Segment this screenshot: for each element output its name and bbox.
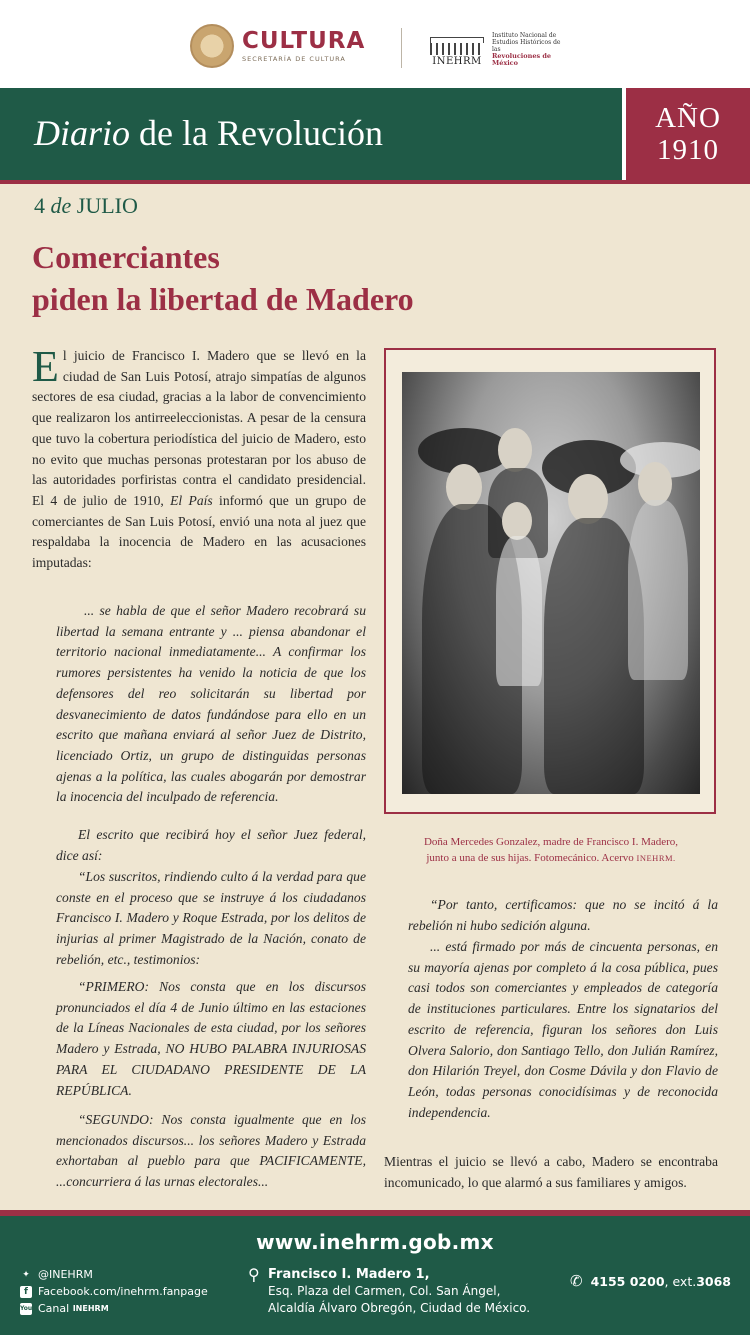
publication-title-italic: Diario (34, 113, 131, 153)
title-band (0, 88, 622, 180)
youtube-prefix: Canal (38, 1302, 70, 1315)
quote-paragraph-5: “SEGUNDO: Nos consta igualmente que en los mencionados discursos... los señores Madero y Estrada exhortaban al pueblo para que PACIFICAMENTE, ...concurriera á las urnas electorales... (56, 1112, 366, 1190)
historical-photo[interactable] (402, 372, 700, 794)
caption-acronym: INEHRM. (636, 853, 676, 863)
phone[interactable] (570, 1272, 731, 1290)
phone-ext: 3068 (696, 1273, 732, 1289)
phone-ext-label: , ext. (664, 1273, 697, 1289)
headline-line-1: Comerciantes (32, 239, 220, 275)
inehrm-logo[interactable] (428, 32, 570, 67)
youtube-link[interactable] (20, 1300, 208, 1317)
inehrm-acronym: INEHRM (432, 56, 482, 67)
twitter-link[interactable] (20, 1266, 208, 1283)
caption-line-2-text: junto a una de sus hijas. Fotomecánico. Acervo (426, 852, 637, 864)
quote-paragraph-2: El escrito que recibirá hoy el señor Juez federal, dice así: (56, 827, 366, 863)
facebook-url: Facebook.com/inehrm.fanpage (38, 1285, 208, 1298)
right-quote-paragraph: “Por tanto, certificamos: que no se incitó á la rebelión ni hubo sedición alguna. (408, 897, 718, 933)
date-month: JULIO (76, 193, 138, 218)
quote-paragraph-1: ... se habla de que el señor Madero recobrará su libertad la semana entrante y ... piensa abandonar el territorio nacional inmediatamente... A confirmar los rumores persistentes ha venido la noticia de que los defensores del reo solicitarán su libertad por desvanecimiento de datos fundándose para ello en un escrito que mañana enviará al señor Juez de Distrito, licenciado Ortiz, un grupo de distinguidas personas ajenas a la política, las cuales abogarán por demostrar la inocencia del inculpado de referencia. (56, 603, 366, 805)
closing-paragraph: Mientras el juicio se llevó a cabo, Madero se encontraba incomunicado, lo que alarmó a sus familiares y amigos. (384, 1154, 718, 1190)
quote-paragraph-4: “PRIMERO: Nos consta que en los discursos pronunciados el día 4 de Junio último en las estaciones de la Líneas Nacionales de esta ciudad, por los señores Madero y Estrada, NO HUBO PALABRA INJURIOSAS PARA EL CIUDADANO PRESIDENTE DE LA REPÚBLICA. (56, 979, 366, 1098)
date-day: 4 (34, 193, 45, 218)
location-pin-icon: ⚲ (248, 1265, 260, 1284)
top-header (0, 0, 750, 88)
photo-caption (384, 834, 718, 866)
article-headline (32, 236, 592, 320)
cultura-subtitle: SECRETARÍA DE CULTURA (242, 55, 346, 63)
year-value: 1910 (657, 134, 719, 166)
phone-icon: ✆ (570, 1272, 583, 1290)
inehrm-full-name (492, 32, 570, 67)
address-line-2: Esq. Plaza del Carmen, Col. San Ángel, (268, 1284, 501, 1298)
year-box (622, 88, 750, 184)
inehrm-line-2: Estudios Históricos de las (492, 39, 561, 53)
headline-line-2: piden la libertad de Madero (32, 281, 414, 317)
date-de: de (50, 193, 72, 218)
quote-paragraph-3: “Los suscritos, rindiendo culto á la verdad para que conste en el proceso que se instruye á los ciudadanos Francisco I. Madero y Roque Estrada, por los delitos de injurias al primer Magistrado de la Nación, conato de rebelión, etc., testimonios: (56, 869, 366, 967)
youtube-icon: You (20, 1303, 32, 1315)
caption-line-2 (384, 850, 718, 866)
youtube-channel: INEHRM (72, 1304, 109, 1313)
publication-title (34, 112, 383, 154)
intro-paragraph (32, 342, 366, 574)
building-icon (428, 37, 486, 67)
intro-text-1: l juicio de Francisco I. Madero que se llevó en la ciudad de San Luis Potosí, atrajo simpatías de algunos sectores de esa ciudad, gracias a la labor de convencimiento que realizaron los antirreeleccionistas. A pesar de la censura que tuvo la cobertura periodística del juicio de Madero, esto no evito que muchas personas protestaran por los abuso de las autoridades porfiristas contra el candidato presidencial. El 4 de julio de 1910, (32, 348, 366, 508)
cultura-name: CULTURA (242, 28, 366, 54)
photo-frame (384, 348, 716, 814)
intro-text-2: informó que un grupo de comerciantes de San Luis Potosí, envió una nota al juez que respaldaba la inocencia de Madero en las acusaciones imputadas: (32, 492, 366, 571)
caption-line-1: Doña Mercedes Gonzalez, madre de Francisco I. Madero, (423, 836, 679, 848)
facebook-icon: f (20, 1286, 32, 1298)
address-street: Francisco I. Madero 1, (268, 1267, 430, 1282)
article-date (34, 193, 138, 219)
twitter-handle: @INEHRM (38, 1268, 93, 1281)
drop-cap: E (32, 342, 59, 391)
facebook-link[interactable] (20, 1283, 208, 1300)
social-links (20, 1266, 208, 1317)
address (248, 1266, 530, 1317)
inehrm-line-3: Revoluciones de México (492, 52, 552, 67)
footer (0, 1216, 750, 1335)
phone-number: 4155 0200 (590, 1273, 665, 1289)
year-label: AÑO (655, 102, 721, 134)
right-commentary-paragraph: ... está firmado por más de cincuenta personas, en su mayoría ajenas por completo á la cosa pública, pues casi todos son comerciantes y empleados de categoría de instituciones particulares. Entre los signatarios del escrito de referencia, figuran los señores don Luis Olvera Salorio, don Santiago Tello, don Julián Ramírez, don Hilarión Treyel, don Cosme Dávila y don Flavio de León, todas personas conocidísimas y de reconocida independencia. (408, 939, 718, 1120)
logo-divider (401, 28, 402, 68)
website-link[interactable]: www.inehrm.gob.mx (256, 1230, 494, 1254)
address-line-3: Alcaldía Álvaro Obregón, Ciudad de México. (268, 1301, 531, 1315)
cultura-logo[interactable] (190, 24, 365, 68)
twitter-icon: ✦ (22, 1269, 30, 1280)
band-underline (0, 180, 750, 184)
inehrm-line-1: Instituto Nacional de (492, 32, 557, 39)
newspaper-name: El País (170, 492, 213, 508)
national-seal-icon (190, 24, 234, 68)
publication-title-rest: de la Revolución (130, 113, 383, 153)
